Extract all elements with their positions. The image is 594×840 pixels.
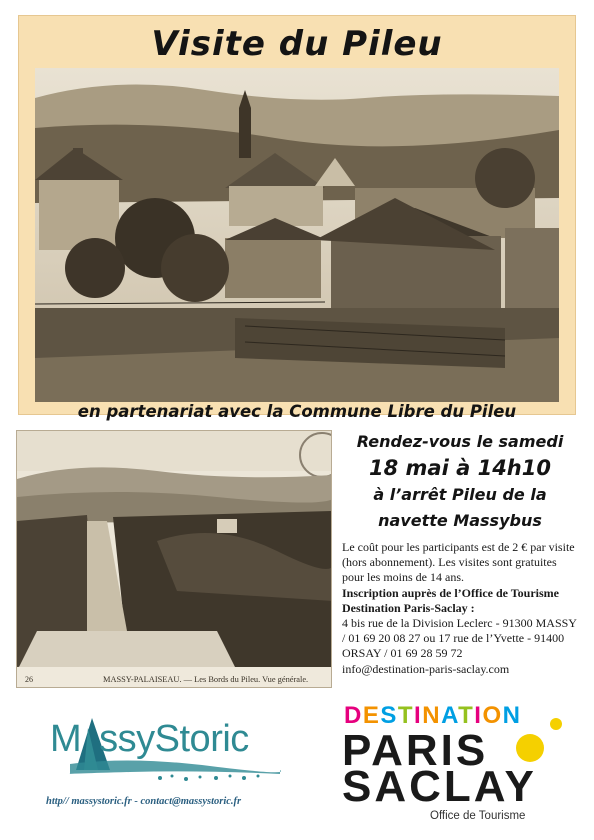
office-tagline: Office de Tourisme	[430, 810, 526, 822]
postcard-image	[16, 430, 332, 688]
cost-paragraph: Le coût pour les participants est de 2 € par visite (hors abonnement). Les visites sont gratuites pour les moins de 14 ans.	[342, 540, 575, 585]
historic-village-photo	[35, 68, 559, 402]
paris-word: PARIS	[342, 726, 489, 775]
destination-letter: O	[482, 702, 503, 729]
address-paragraph: 4 bis rue de la Division Leclerc - 91300 MASSY / 01 69 20 08 27 ou 17 rue de l’Yvette - 91400 ORSAY / 01 69 28 59 72	[342, 616, 577, 661]
massystoric-storic: Storic	[154, 718, 249, 760]
destination-letter: S	[380, 702, 398, 729]
destination-letter: A	[441, 702, 459, 729]
postcard-number: 26	[25, 675, 33, 684]
destination-letter: T	[458, 702, 475, 729]
postcard-caption: MASSY-PALAISEAU. — Les Bords du Pileu. Vue générale.	[103, 675, 309, 684]
destination-letter: N	[422, 702, 442, 729]
rendezvous-block	[342, 430, 578, 534]
massystoric-m: M	[50, 718, 82, 760]
destination-letter: I	[474, 702, 483, 729]
saclay-word: SACLAY	[342, 762, 537, 811]
massystoric-wordmark	[50, 718, 249, 761]
small-sun-icon	[548, 716, 564, 732]
top-panel	[18, 15, 576, 421]
massystoric-ssy: ssy	[99, 718, 155, 760]
destination-letter: D	[344, 702, 363, 729]
destination-letter: N	[502, 702, 522, 729]
destination-letter: E	[362, 702, 381, 729]
poster-title: Visite du Pileu	[151, 24, 443, 64]
destination-paris-saclay-logo	[342, 700, 572, 825]
destination-letter: T	[397, 702, 415, 729]
rendezvous-line-4: navette Massybus	[378, 511, 542, 530]
massystoric-logo	[40, 708, 290, 818]
event-info	[342, 430, 578, 677]
destination-letter: I	[414, 702, 423, 729]
massystoric-urls[interactable]: http// massystoric.fr - contact@massystoric.fr	[46, 796, 242, 807]
rendezvous-line-1: Rendez-vous le samedi	[356, 432, 564, 451]
rendezvous-date: 18 mai à 14h10	[369, 456, 551, 480]
inscription-heading: Inscription auprès de l’Office de Tourisme Destination Paris-Saclay :	[342, 585, 560, 615]
rendezvous-line-3: à l’arrêt Pileu de la	[373, 485, 547, 504]
details-text	[342, 540, 578, 677]
partnership-caption: en partenariat avec la Commune Libre du Pileu	[77, 402, 517, 421]
email-link[interactable]: info@destination-paris-saclay.com	[342, 661, 510, 676]
